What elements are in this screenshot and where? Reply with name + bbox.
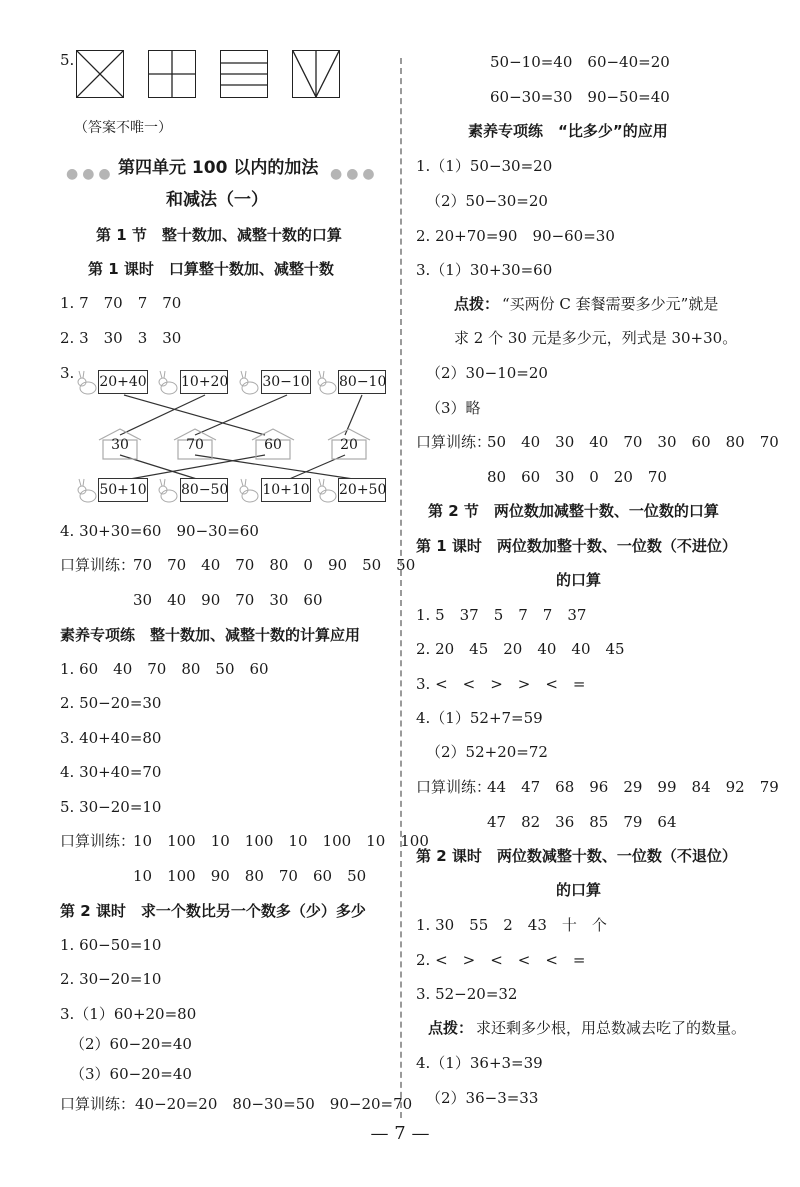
oral-training-line: 口算训练：40−20=20 80−30=50 90−20=70	[60, 1095, 413, 1113]
rabbit-icon	[74, 478, 100, 504]
answer-line: 3.（1）60+20=80	[60, 1005, 197, 1023]
tip-label: 点拨：	[428, 1019, 474, 1037]
rabbit-icon	[74, 370, 100, 396]
answer-line: 3.（1）30+30=60	[416, 261, 553, 279]
special-practice-title: 素养专项练 整十数加、减整十数的计算应用	[60, 626, 361, 644]
oral-training-label: 口算训练：	[416, 778, 492, 796]
expression-box: 10+20	[180, 370, 228, 394]
house-number: 20	[340, 437, 358, 453]
column-divider	[400, 58, 402, 1118]
answer-line: 4.（1）36+3=39	[416, 1054, 543, 1072]
section-title: 第 2 节 两位数加减整十数、一位数的口算	[428, 502, 719, 520]
answer-line: （3）60−20=40	[70, 1065, 192, 1083]
special-practice-title: 素养专项练 “比多少”的应用	[468, 122, 668, 140]
expression-box: 10+10	[261, 478, 311, 502]
answer-line: 4. 30+40=70	[60, 763, 162, 781]
expression-box: 20+40	[98, 370, 148, 394]
tip-text: 求 2 个 30 元是多少元，列式是 30+30。	[454, 329, 738, 347]
answer-line: 2. 50−20=30	[60, 694, 162, 712]
expression-box: 50+10	[98, 478, 148, 502]
oral-training-answers: 30 40 90 70 30 60	[133, 591, 323, 609]
answer-line: 60−30=30 90−50=40	[490, 88, 670, 106]
tip-text: “买两份 C 套餐需要多少元”就是	[502, 295, 719, 313]
answer-line: （2）52+20=72	[426, 743, 548, 761]
answer-note: （答案不唯一）	[74, 120, 172, 136]
rabbit-icon	[236, 370, 262, 396]
oral-training-answers: 80 60 30 0 20 70	[487, 468, 667, 486]
answer-line: 1. 60−50=10	[60, 936, 162, 954]
rabbit-icon	[236, 478, 262, 504]
answer-line: 3. 40+40=80	[60, 729, 162, 747]
answer-line: 1. 60 40 70 80 50 60	[60, 660, 269, 678]
oral-training-answers: 70 70 40 70 80 0 90 50 50	[133, 556, 416, 574]
lesson-title: 第 1 课时 两位数加整十数、一位数（不进位）	[416, 537, 737, 555]
unit-title: 第四单元 100 以内的加法	[118, 158, 319, 178]
house-number: 30	[111, 437, 129, 453]
lesson-title-cont: 的口算	[556, 881, 602, 899]
answer-line: 1. 5 37 5 7 7 37	[416, 606, 587, 624]
oral-training-answers: 44 47 68 96 29 99 84 92 79	[487, 778, 779, 796]
answer-line: 3. 52−20=32	[416, 985, 518, 1003]
oral-training-answers: 50 40 30 40 70 30 60 80 70	[487, 433, 779, 451]
rabbit-icon	[155, 478, 181, 504]
answer-line: 2. 3 30 3 30	[60, 329, 182, 347]
answer-line: 2. 20 45 20 40 40 45	[416, 640, 625, 658]
answer-line: 2. < > < < < =	[416, 951, 586, 969]
oral-training-label: 口算训练：	[60, 556, 136, 574]
page-number: — 7 —	[370, 1123, 430, 1144]
oral-training-answers: 47 82 36 85 79 64	[487, 813, 677, 831]
answer-line: 50−10=40 60−40=20	[490, 53, 670, 71]
lesson-title: 第 1 课时 口算整十数加、减整十数	[88, 260, 334, 278]
answer-line: （2）60−20=40	[70, 1035, 192, 1053]
answer-line: 4.（1）52+7=59	[416, 709, 543, 727]
answer-line: 3. < < > > < =	[416, 675, 586, 693]
rabbit-icon	[314, 370, 340, 396]
decor-dots-left: ●●●	[66, 166, 115, 182]
answer-line: 1.（1）50−30=20	[416, 157, 553, 175]
tip-text: 求还剩多少根，用总数减去吃了的数量。	[476, 1019, 747, 1037]
rabbit-icon	[314, 478, 340, 504]
lesson-title-cont: 的口算	[556, 571, 602, 589]
oral-training-label: 口算训练：	[60, 832, 136, 850]
expression-box: 80−10	[338, 370, 386, 394]
answer-line: 1. 30 55 2 43 十 个	[416, 916, 607, 934]
question-5-label: 5.	[60, 51, 75, 69]
decor-dots-right: ●●●	[330, 166, 379, 182]
unit-title-cont: 和减法（一）	[166, 190, 268, 210]
section-title: 第 1 节 整十数加、减整十数的口算	[96, 226, 342, 244]
lesson-title: 第 2 课时 求一个数比另一个数多（少）多少	[60, 902, 366, 920]
oral-training-label: 口算训练：	[416, 433, 492, 451]
answer-line: （2）50−30=20	[426, 192, 548, 210]
rabbit-icon	[155, 370, 181, 396]
answer-line: 4. 30+30=60 90−30=60	[60, 522, 259, 540]
question-3-label: 3.	[60, 364, 75, 382]
oral-training-answers: 10 100 10 100 10 100 10 100	[133, 832, 429, 850]
oral-training-answers: 10 100 90 80 70 60 50	[133, 867, 367, 885]
expression-box: 80−50	[180, 478, 228, 502]
answer-line: 2. 30−20=10	[60, 970, 162, 988]
tip-label: 点拨：	[454, 295, 500, 313]
answer-line: 2. 20+70=90 90−60=30	[416, 227, 615, 245]
expression-box: 30−10	[261, 370, 311, 394]
answer-line: 5. 30−20=10	[60, 798, 162, 816]
answer-line: 1. 7 70 7 70	[60, 294, 182, 312]
answer-line: （2）30−10=20	[426, 364, 548, 382]
house-number: 60	[264, 437, 282, 453]
house-number: 70	[186, 437, 204, 453]
answer-line: （2）36−3=33	[426, 1089, 539, 1107]
answer-line: （3）略	[426, 399, 481, 417]
lesson-title: 第 2 课时 两位数减整十数、一位数（不退位）	[416, 847, 737, 865]
expression-box: 20+50	[338, 478, 386, 502]
